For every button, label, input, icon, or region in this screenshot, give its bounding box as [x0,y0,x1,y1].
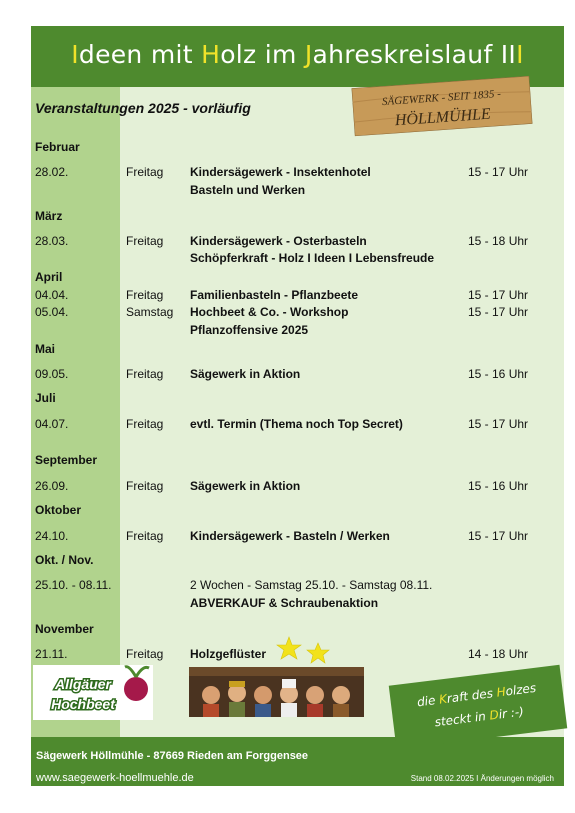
event-date: 25.10. - 08.11. [35,578,112,592]
stamp.parts-part: H [495,684,507,700]
month-juli: Juli [35,391,56,405]
month-februar: Februar [35,140,80,154]
stamp.parts-part: die [416,692,440,710]
event-day: Freitag [126,234,164,248]
event-date: 21.11. [35,647,68,661]
event-time: 15 - 18 Uhr [468,234,529,248]
header.title_parts-part: H [201,40,221,69]
flyer-page [31,26,564,786]
event-time: 15 - 17 Uhr [468,288,529,302]
month-maerz: März [35,209,63,223]
event-subtitle: Pflanzoffensive 2025 [190,323,309,337]
stamp.parts-part: olzes [504,680,537,699]
event-title: evtl. Termin (Thema noch Top Secret) [190,417,403,431]
logo-line1: SÄGEWERK - SEIT 1835 - [381,87,502,109]
event-day: Freitag [126,479,164,493]
event-title: Hochbeet & Co. - Workshop [190,305,349,319]
event-time: 14 - 18 Uhr [468,647,529,661]
event-title: ABVERKAUF & Schraubenaktion [190,596,379,610]
event-day: Freitag [126,647,164,661]
stamp.parts2-part: steckt in [433,708,491,730]
event-date: 28.02. [35,165,69,179]
event-title: Sägewerk in Aktion [190,367,301,381]
event-time: 15 - 17 Uhr [468,305,529,319]
month-september: September [35,453,98,467]
footer-address: Sägewerk Höllmühle - 87669 Rieden am Forggensee [36,750,309,762]
allgaeuer-line1: Allgäuer [54,676,112,692]
allgaeuer-line2: Hochbeet [51,696,115,712]
event-day: Freitag [126,367,164,381]
month-okt-nov: Okt. / Nov. [35,553,94,567]
event-title: Familienbasteln - Pflanzbeete [190,288,359,302]
star-icon [276,635,332,667]
header.title_parts-part: I [516,40,524,69]
event-title: Kindersägewerk - Basteln / Werken [190,529,390,543]
event-subtitle: Basteln und Werken [190,183,306,197]
footer-banner [31,737,564,786]
header.title_parts-part: deen mit [78,40,202,69]
event-time: 15 - 16 Uhr [468,367,529,381]
event-day: Freitag [126,288,164,302]
page-title [31,40,564,69]
wooden-figures-photo [189,667,364,717]
month-november: November [35,622,94,636]
event-time: 15 - 17 Uhr [468,529,529,543]
allgaeuer-hochbeet-logo [33,665,153,720]
event-day: Freitag [126,529,164,543]
event-date: 24.10. [35,529,69,543]
header.title_parts-part: I [71,40,79,69]
event-day: Samstag [126,305,174,319]
logo-line2: HÖLLMÜHLE [394,105,492,130]
event-time: 15 - 17 Uhr [468,417,529,431]
event-date: 04.04. [35,288,69,302]
event-date: 28.03. [35,234,69,248]
month-april: April [35,270,63,284]
stamp.parts2-part: D [488,707,500,723]
header.title_parts-part: olz im [220,40,305,69]
event-note: 2 Wochen - Samstag 25.10. - Samstag 08.11. [190,578,433,592]
subtitle: Veranstaltungen 2025 - vorläufig [35,100,251,116]
event-date: 04.07. [35,417,69,431]
date-column-band [31,87,120,737]
event-day: Freitag [126,417,164,431]
footer-stand-note: Stand 08.02.2025 I Änderungen möglich [410,774,554,783]
event-day: Freitag [126,165,164,179]
event-time: 15 - 16 Uhr [468,479,529,493]
header.title_parts-part: ahreskreislauf II [312,40,517,69]
stamp.parts-part: K [438,691,448,707]
footer-website-link[interactable]: www.saegewerk-hoellmuehle.de [36,772,194,784]
event-date: 05.04. [35,305,69,319]
header.title_parts-part: J [304,40,313,69]
event-date: 09.05. [35,367,69,381]
stamp.parts2-part: ir :-) [497,704,525,722]
month-mai: Mai [35,342,56,356]
event-title: Holzgeflüster [190,647,267,661]
event-time: 15 - 17 Uhr [468,165,529,179]
stamp.parts-part: raft des [446,685,498,706]
event-title: Kindersägewerk - Osterbasteln [190,234,367,248]
event-title: Kindersägewerk - Insektenhotel [190,165,371,179]
header-banner [31,26,564,87]
month-oktober: Oktober [35,503,82,517]
event-subtitle: Schöpferkraft - Holz I Ideen I Lebensfreude [190,251,435,265]
event-date: 26.09. [35,479,69,493]
event-title: Sägewerk in Aktion [190,479,301,493]
